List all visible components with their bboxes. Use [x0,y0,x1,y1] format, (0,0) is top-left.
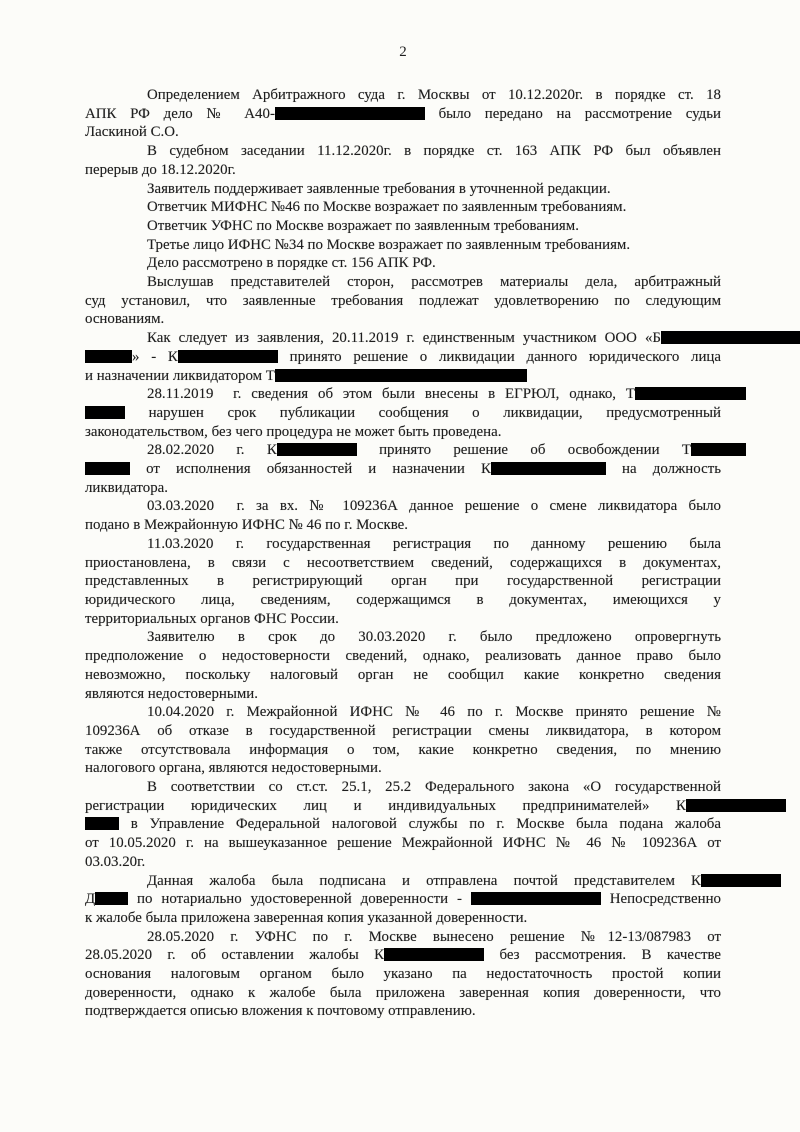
text-run: перерыв до 18.12.2020г. [85,161,236,178]
text-run: 28.05.2020 г. об оставлении жалобы К [85,947,385,964]
paragraph [85,872,721,928]
text-line [85,273,721,292]
paragraph [85,535,721,629]
paragraph [85,441,721,497]
text-run: от исполнения обязанностей и назначении К [130,461,491,478]
paragraph [85,273,721,329]
text-line [85,797,721,816]
text-run: Д [85,891,96,908]
document-text [85,86,721,1021]
text-run: Непосредственно [600,891,721,908]
text-run: суд установил, что заявленные требования подлежат удовлетворению по следующим [85,292,721,309]
text-run: 11.03.2020 г. государственная регистрация по данному решению была [147,535,721,552]
text-line [85,872,721,891]
text-run: Заявителю в срок до 30.03.2020 г. было предложено опровергнуть [147,629,721,646]
paragraph [85,928,721,1022]
text-line [85,759,721,778]
text-run: на должность [605,461,721,478]
text-line [85,703,721,722]
text-run: подтверждается описью вложения к почтовому отправлению. [85,1003,476,1020]
text-line [85,946,721,965]
text-run: В судебном заседании 11.12.2020г. в порядке ст. 163 АПК РФ был объявлен [147,143,721,160]
redaction-bar [85,350,132,363]
page-number: 2 [399,44,407,60]
text-run: от 10.05.2020 г. на вышеуказанное решение Межрайонной ИФНС № 46 № 109236А от [85,835,721,852]
text-line [85,385,721,404]
text-run: предположение о недостоверности сведений, однако, реализовать данное право было [85,648,721,665]
text-run: регистрации юридических лиц и индивидуальных предпринимателей» К [85,797,686,814]
text-run: к жалобе была приложена заверенная копия указанной доверенности. [85,909,528,926]
paragraph [85,236,721,255]
paragraph [85,217,721,236]
redaction-bar [178,350,278,363]
redaction-bar [491,462,606,475]
text-line [85,535,721,554]
text-line [85,928,721,947]
text-line [85,722,721,741]
text-run: было передано на рассмотрение судьи [424,105,721,122]
redaction-bar [275,369,527,382]
text-run: ликвидатора. [85,479,168,496]
text-run: представленных в регистрирующий орган при государственной регистрации [85,573,721,590]
text-line [85,1002,721,1021]
paragraph [85,329,721,385]
text-run: и назначении ликвидатором Т [85,367,275,384]
text-run: Заявитель поддерживает заявленные требования в уточненной редакции. [147,180,611,197]
text-line [85,834,721,853]
text-run: 109236А об отказе в государственной регистрации смены ликвидатора, в котором [85,722,721,739]
text-line [85,741,721,760]
text-line [85,441,721,460]
text-run: 28.02.2020 г. К [147,442,277,459]
text-run: 03.03.20г. [85,853,146,870]
redaction-bar [275,107,425,120]
redaction-bar [85,462,130,475]
text-line [85,965,721,984]
text-line [85,554,721,573]
text-run: Определением Арбитражного суда г. Москвы от 10.12.2020г. в порядке ст. 18 [147,87,721,103]
text-line [85,984,721,1003]
text-line [85,572,721,591]
text-line [85,217,721,236]
text-run: доверенности, однако к жалобе была приложена заверенная копия доверенности, что [85,984,721,1001]
redaction-bar [635,387,721,400]
text-run: приостановлена, в связи с несоответствием сведений, содержащихся в документах, [85,554,721,571]
text-run: в Управление Федеральной налоговой службы по г. Москве была подана жалоба [119,816,721,833]
text-run: АПК РФ дело № А40- [85,105,275,122]
text-run: Ответчик УФНС по Москве возражает по заявленным требованиям. [147,217,579,234]
text-line [85,86,721,105]
text-run: Как следует из заявления, 20.11.2019 г. единственным участником ООО «Б [147,330,661,347]
paragraph [85,628,721,703]
text-line [85,909,721,928]
text-run: принято решение об освобождении Т [356,442,691,459]
text-run: 10.04.2020 г. Межрайонной ИФНС № 46 по г. Москве принято решение № [147,704,721,721]
text-run: Третье лицо ИФНС №34 по Москве возражает по заявленным требованиям. [147,236,631,253]
text-line [85,404,721,423]
text-run: 28.05.2020 г. УФНС по г. Москве вынесено решение №12-13/087983 от [147,928,721,945]
paragraph [85,142,721,179]
text-run: » - К [132,348,178,365]
text-run: 03.03.2020 г. за вх. № 109236А данное решение о смене ликвидатора было [147,498,721,515]
text-run: налогового органа, являются недостоверными. [85,760,382,777]
redaction-bar [95,892,128,905]
text-run: 28.11.2019 г. сведения об этом были внесены в ЕГРЮЛ, однако, Т [147,386,635,403]
redaction-bar [686,799,721,812]
paragraph [85,385,721,441]
text-line [85,254,721,273]
text-run: Данная жалоба была подписана и отправлена почтой представителем К [147,872,701,889]
text-run: без рассмотрения. В качестве [484,947,721,964]
text-line [85,479,721,498]
text-run: невозможно, поскольку налоговый орган не сообщил какие конкретно сведения [85,666,721,683]
text-line [85,853,721,872]
paragraph [85,703,721,778]
text-line [85,890,721,909]
text-run: основаниям. [85,311,165,328]
text-run: также отсутствовала информация о том, какие конкретно сведения, по мнению [85,741,721,758]
text-line [85,367,721,386]
redaction-bar [384,948,484,961]
text-run: подано в Межрайонную ИФНС № 46 по г. Москве. [85,517,408,534]
text-run: принято решение о ликвидации данного юридического лица [277,348,722,365]
text-line [85,180,721,199]
redaction-bar [471,892,601,905]
text-run: нарушен срок публикации сообщения о ликвидации, предусмотренный [125,404,721,421]
text-line [85,105,721,124]
redaction-bar [277,443,357,456]
text-run: В соответствии со ст.ст. 25.1, 25.2 Федерального закона «О государственной [147,779,721,796]
text-line [85,778,721,797]
text-line [85,310,721,329]
text-line [85,610,721,629]
paragraph [85,254,721,273]
text-line [85,666,721,685]
text-line [85,516,721,535]
text-run: Выслушав представителей сторон, рассмотрев материалы дела, арбитражный [147,274,721,291]
text-line [85,423,721,442]
text-line [85,628,721,647]
text-line [85,497,721,516]
redaction-bar [661,331,721,344]
paragraph [85,497,721,534]
text-run: основания налоговым органом было указано па недостаточность простой копии [85,966,721,983]
text-run: юридического лица, сведениям, содержащимся в документах, имеющихся у [85,591,721,608]
text-line [85,142,721,161]
redaction-bar [701,874,721,887]
paragraph [85,198,721,217]
text-line [85,236,721,255]
text-line [85,292,721,311]
text-line [85,329,721,348]
text-run: территориальных органов ФНС России. [85,610,339,627]
text-run: Дело рассмотрено в порядке ст. 156 АПК РФ. [147,255,436,272]
text-line [85,460,721,479]
text-line [85,348,721,367]
text-line [85,198,721,217]
text-line [85,647,721,666]
redaction-bar [691,443,721,456]
paragraph [85,180,721,199]
text-line [85,161,721,180]
text-run: являются недостоверными. [85,685,258,702]
paragraph [85,778,721,872]
text-line [85,123,721,142]
text-run: законодательством, без чего процедура не может быть проведена. [85,423,502,440]
paragraph [85,86,721,142]
text-line [85,591,721,610]
text-run: Ответчик МИФНС №46 по Москве возражает по заявленным требованиям. [147,199,627,216]
text-run: по нотариально удостоверенной доверенности - [128,891,471,908]
redaction-bar [85,406,125,419]
text-line [85,815,721,834]
text-run: Ласкиной С.О. [85,124,179,141]
redaction-bar [85,817,119,830]
text-line [85,685,721,704]
